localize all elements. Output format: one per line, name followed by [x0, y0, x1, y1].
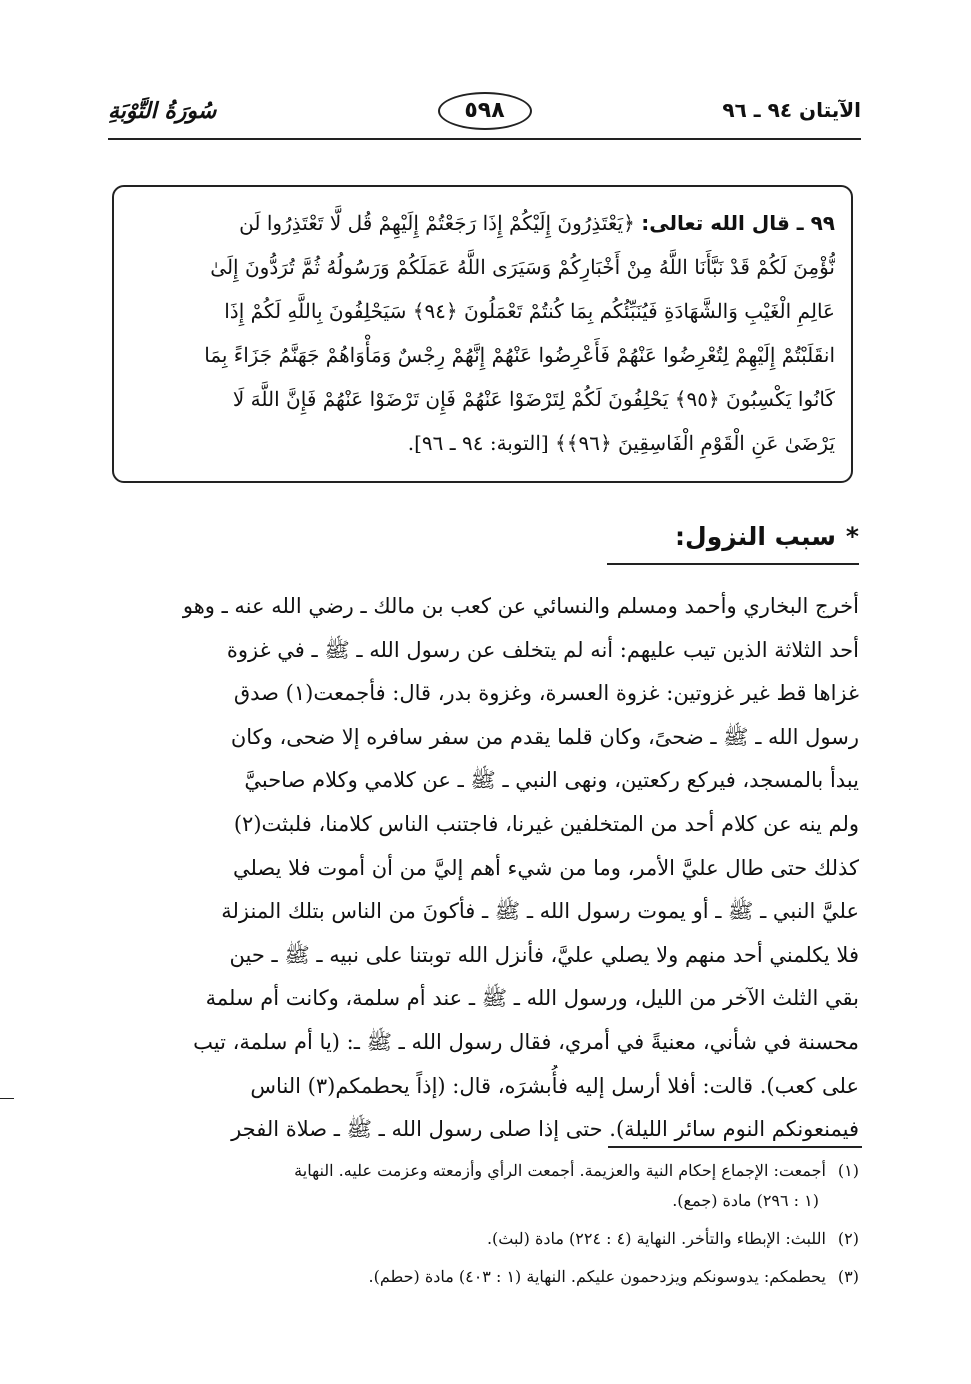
page-header	[108, 92, 861, 140]
body-line: أحد الثلاثة الذين تيب عليهم: أنه لم يتخلف عن رسول الله ـ ﷺ ـ في غزوة	[226, 637, 859, 662]
body-line: غزاها قط غير غزوتين: غزوة العسرة، وغزوة بدر، قال: فأجمعت(١) صدق	[233, 681, 859, 706]
verse-line: كَانُوا يَكْسِبُونَ ﴿٩٥﴾ يَحْلِفُونَ لَكُمْ لِتَرْضَوْا عَنْهُمْ فَإِن تَرْضَوْا عَنْهُمْ فَإِنَّ اللَّهَ لَا	[232, 387, 835, 411]
verse-line	[130, 201, 835, 245]
verse-lead: ٩٩ ـ قال الله تعالى:	[641, 211, 835, 235]
verses-range-label: الآيتان ٩٤ ـ ٩٦	[722, 98, 861, 122]
section-heading	[675, 522, 859, 551]
verse-line: عَالِمِ الْغَيْبِ وَالشَّهَادَةِ فَيُنَبِّئُكُم بِمَا كُنتُمْ تَعْمَلُونَ ﴿٩٤﴾ سَيَحْلِفُونَ بِاللَّهِ لَكُمْ إِذَا	[224, 299, 835, 323]
verse-text: ﴿يَعْتَذِرُونَ إِلَيْكُمْ إِذَا رَجَعْتُمْ إِلَيْهِمْ قُل لَّا تَعْتَذِرُوا لَن	[239, 211, 635, 235]
quran-verse-box	[112, 185, 853, 483]
body-line: بقي الثلث الآخر من الليل، ورسول الله ـ ﷺ ـ عند أم سلمة، وكانت أم سلمة	[205, 986, 859, 1011]
section-heading-text: سبب النزول:	[675, 522, 836, 551]
body-text	[111, 585, 859, 1152]
footnote-text: اللبث: الإبطاء والتأخر. النهاية (٤ : ٢٢٤) مادة (لبث).	[486, 1229, 826, 1248]
footnote-separator	[608, 1146, 862, 1148]
body-line: أخرج البخاري وأحمد ومسلم والنسائي عن كعب بن مالك ـ رضي الله عنه ـ وهو	[182, 594, 859, 618]
footnote-item	[111, 1262, 859, 1292]
body-line: كذلك حتى طال عليَّ الأمر، وما من شيء أهم إليَّ من أن أموت فلا يصلي	[232, 855, 859, 880]
surah-name: سُورَةُ التَّوْبَةِ	[108, 98, 217, 124]
body-line: فيمنعونكم النوم سائر الليلة). حتى إذا صلى رسول الله ـ ﷺ ـ صلاة الفجر	[231, 1117, 859, 1142]
verse-line: انقَلَبْتُمْ إِلَيْهِمْ لِتُعْرِضُوا عَنْهُمْ فَأَعْرِضُوا عَنْهُمْ إِنَّهُمْ رِجْسٌ وَمَأْوَاهُمْ جَهَنَّمُ جَزَاءً بِمَا	[204, 343, 835, 367]
footnote-number: (١)	[837, 1161, 859, 1180]
body-line: فلا يكلمني أحد منهم ولا يصلي عليَّ، فأنزل الله توبتنا على نبيه ـ ﷺ ـ حين	[229, 942, 859, 967]
star-icon: *	[845, 522, 859, 551]
margin-mark	[0, 1098, 14, 1099]
body-line: ولم ينه عن كلام أحد من المتخلفين غيرنا، فاجتنب الناس كلامنا، فلبثت(٢)	[233, 811, 859, 836]
footnotes	[111, 1156, 859, 1300]
footnote-text: أجمعت: الإجماع إحكام النية والعزيمة. أجمعت الرأي وأزمعته وعزمت عليه. النهاية	[294, 1161, 826, 1180]
body-line: يبدأ بالمسجد، فيركع ركعتين، ونهى النبي ـ ﷺ ـ عن كلامي وكلام صاحبيَّ	[244, 768, 859, 793]
footnote-item	[111, 1224, 859, 1254]
verse-line: يَرْضَىٰ عَنِ الْقَوْمِ الْفَاسِقِينَ ﴿٩٦﴾﴾ [التوبة: ٩٤ ـ ٩٦].	[407, 431, 835, 455]
footnote-continuation: (١ : ٢٩٦) مادة (جمع).	[672, 1191, 819, 1210]
footnote-number: (٣)	[837, 1267, 859, 1286]
footnote-item	[111, 1156, 859, 1216]
body-line: رسول الله ـ ﷺ ـ ضحىً، وكان قلما يقدم من سفر سافره إلا ضحى، وكان	[230, 724, 859, 749]
body-line: محسنة في شأني، معنيةً في أمري، فقال رسول الله ـ ﷺ ـ: (يا أم سلمة، تيب	[193, 1029, 859, 1054]
verse-line: نُّؤْمِنَ لَكُمْ قَدْ نَبَّأَنَا اللَّهُ مِنْ أَخْبَارِكُمْ وَسَيَرَى اللَّهُ عَمَلَكُمْ وَرَسُولُهُ ثُمَّ تُرَدُّونَ إِلَىٰ	[210, 255, 835, 279]
footnote-text: يحطمكم: يدوسونكم ويزدحمون عليكم. النهاية (١ : ٤٠٣) مادة (حطم).	[368, 1267, 826, 1286]
heading-underline	[607, 563, 859, 565]
body-line: عليَّ النبي ـ ﷺ ـ أو يموت رسول الله ـ ﷺ ـ فأكونَ من الناس بتلك المنزلة	[221, 899, 859, 924]
page-number: ٥٩٨	[438, 92, 532, 130]
body-line: على كعب). قالت: أفلا أرسل إليه فأُبشرَه، قال: (إذاً يحطمكم(٣) الناس	[250, 1073, 859, 1098]
footnote-number: (٢)	[837, 1229, 859, 1248]
